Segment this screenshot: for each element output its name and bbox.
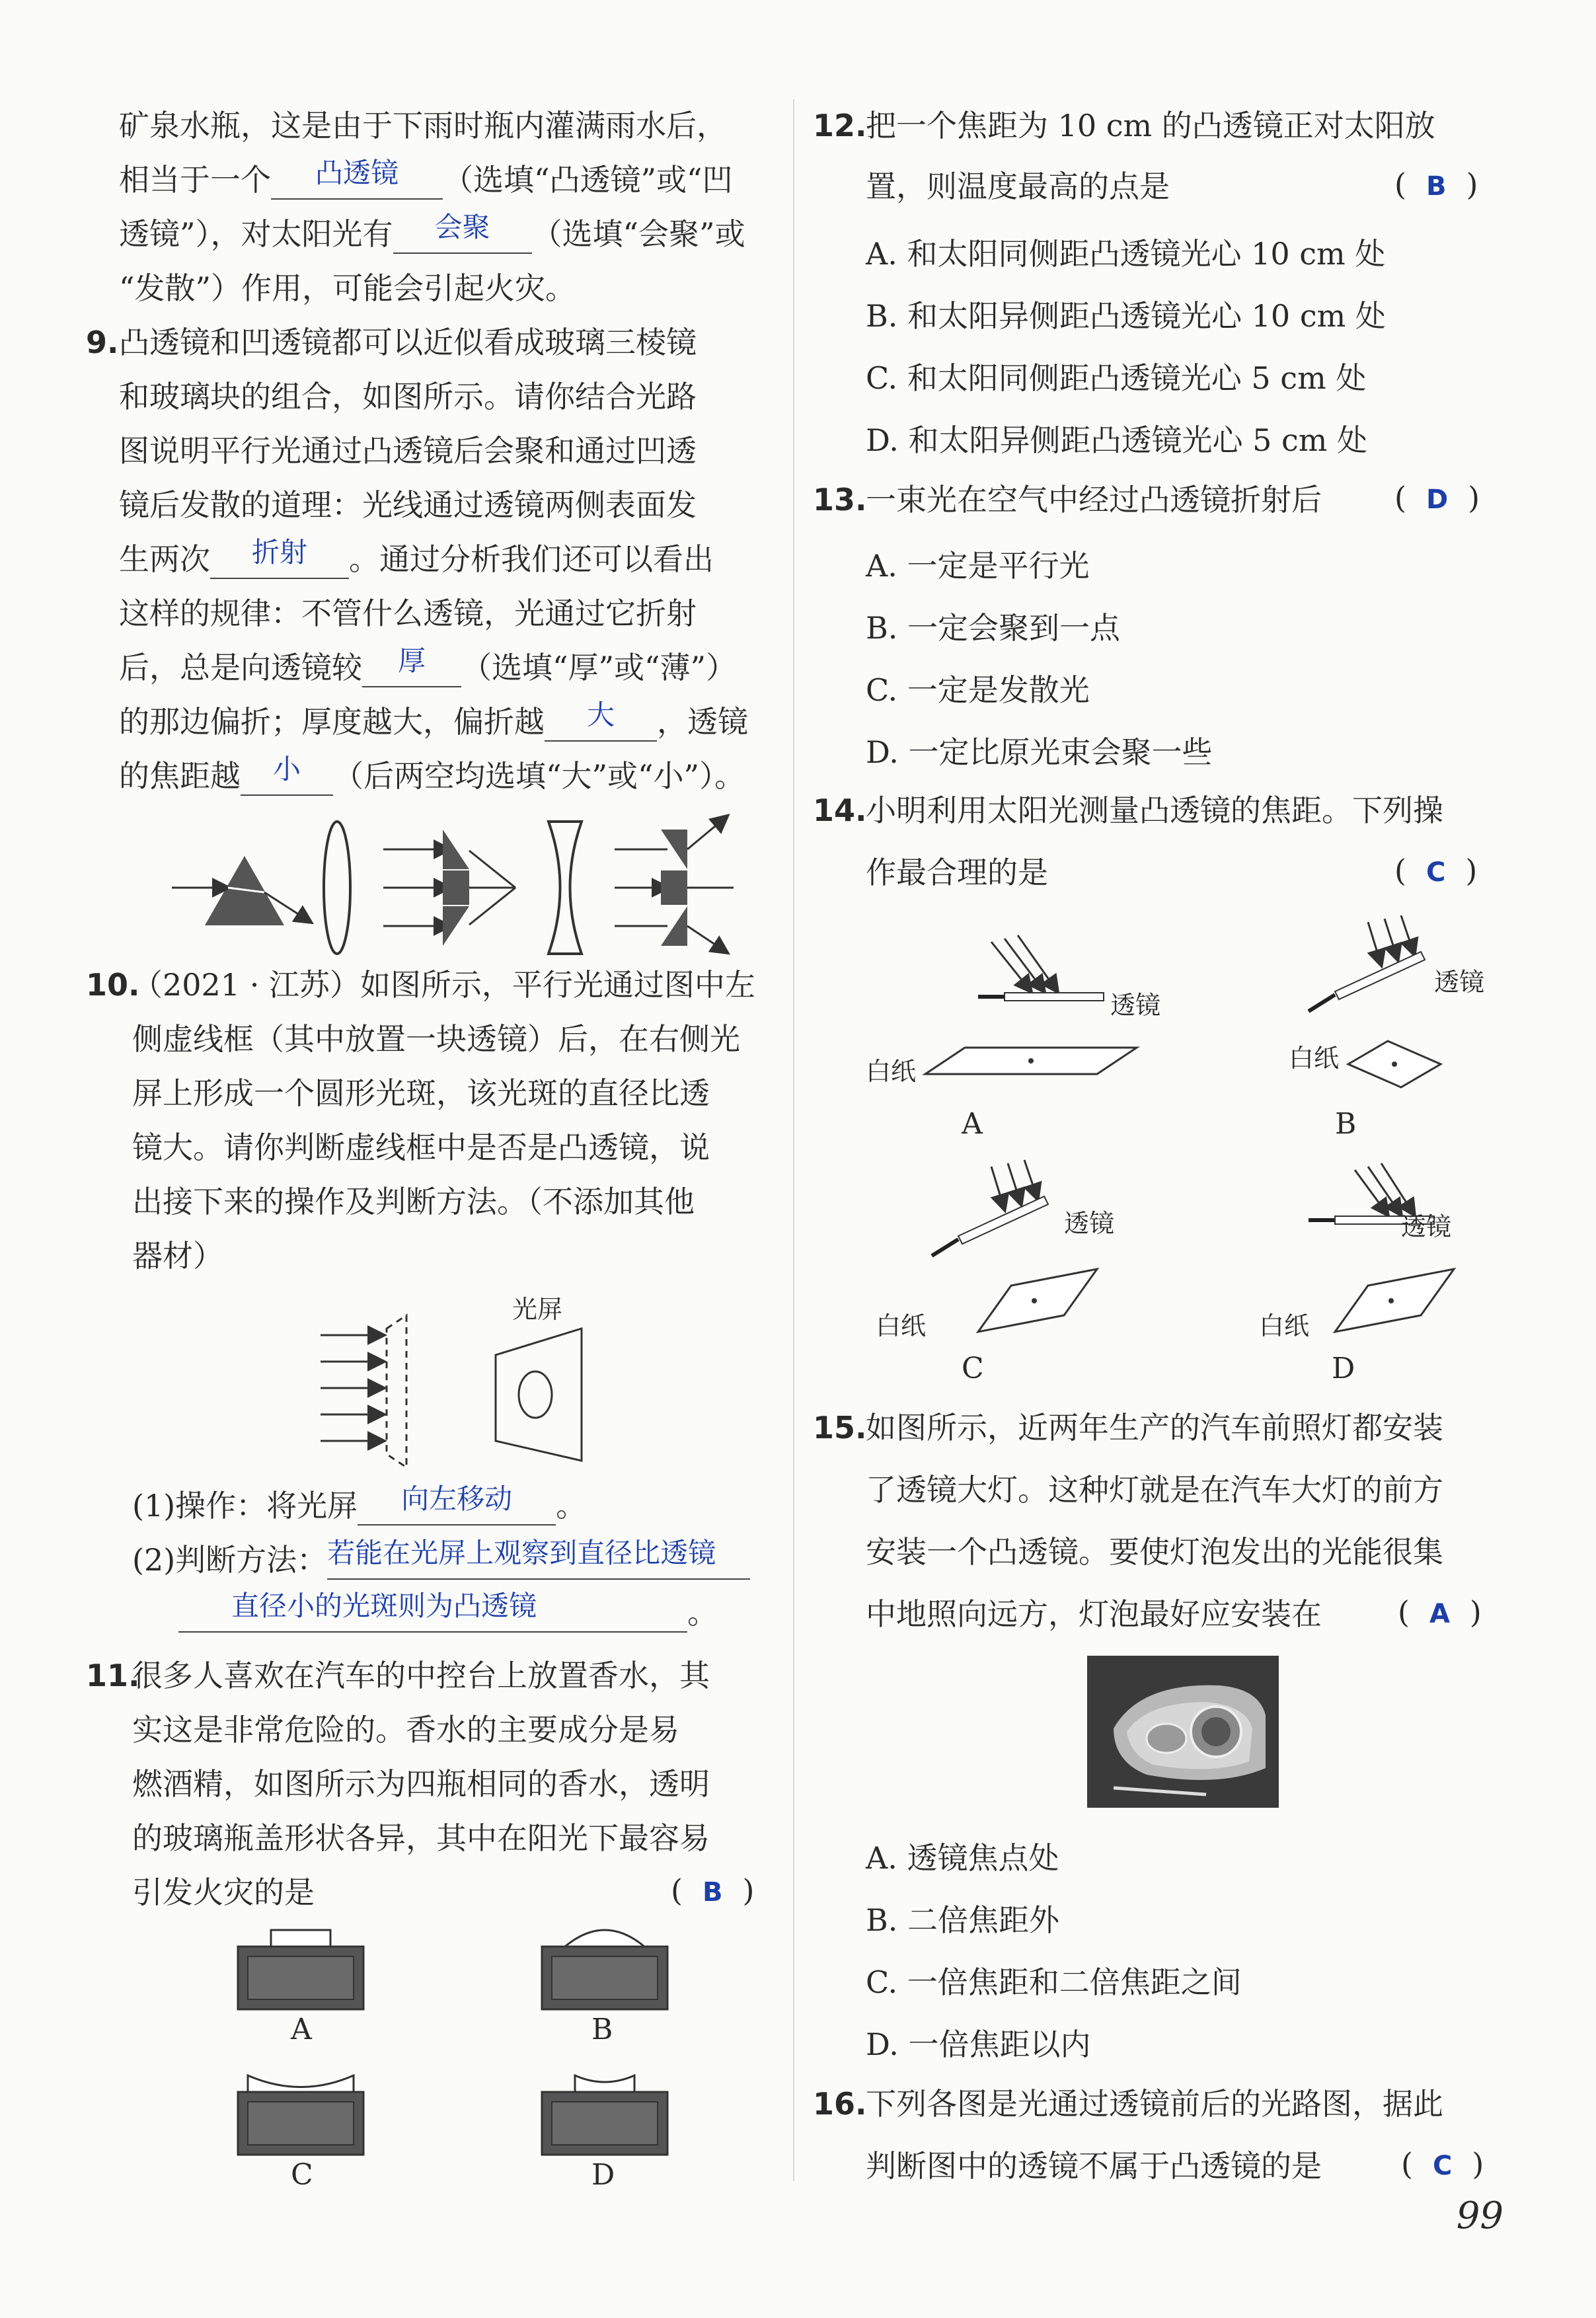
q14-figure-d <box>1282 1157 1507 1342</box>
q13-answer-bracket: ( D ) <box>1394 480 1480 516</box>
q10-line4: 镜大。请你判断虚线框中是否是凸透镜，说 <box>132 1130 710 1165</box>
q15-option-a[interactable]: A. 透镜焦点处 <box>866 1840 1059 1876</box>
q12-option-a[interactable]: A. 和太阳同侧距凸透镜光心 10 cm 处 <box>866 236 1386 272</box>
q13-answer: D <box>1425 484 1449 515</box>
q15-option-d[interactable]: D. 一倍焦距以内 <box>866 2027 1091 2062</box>
q8-text: 透镜”），对太阳光有 <box>119 216 393 252</box>
q12-option-b[interactable]: B. 和太阳异侧距凸透镜光心 10 cm 处 <box>866 298 1386 334</box>
q9-answer-3: 大 <box>586 699 615 731</box>
q12-line1: 把一个焦距为 10 cm 的凸透镜正对太阳放 <box>866 108 1435 143</box>
q14-a-lens-label: 透镜 <box>1110 991 1161 1020</box>
column-divider <box>793 99 794 2181</box>
q13-option-c[interactable]: C. 一定是发散光 <box>866 672 1090 708</box>
q15-line4: 中地照向远方，灯泡最好应安装在 <box>866 1596 1322 1632</box>
q9-line9 <box>119 753 745 796</box>
q15-line2: 了透镜大灯。这种灯就是在汽车大灯的前方 <box>866 1472 1443 1508</box>
page-number: 99 <box>1456 2194 1503 2237</box>
q11-answer: B <box>702 1877 723 1908</box>
q14-d-lens-label: 透镜 <box>1401 1212 1452 1241</box>
q8-line2 <box>119 157 733 200</box>
q8-answer-1: 凸透镜 <box>315 157 399 189</box>
q14-figure-c <box>912 1157 1143 1342</box>
q9-text: 生两次 <box>119 541 210 577</box>
q14-line2: 作最合理的是 <box>866 855 1048 890</box>
q11-line2: 实这是非常危险的。香水的主要成分是易 <box>132 1712 679 1748</box>
q14-c-paper-label: 白纸 <box>876 1311 927 1340</box>
q10-line1: （2021 · 江苏）如图所示，平行光通过图中左 <box>132 967 755 1003</box>
q14-a-paper-label: 白纸 <box>866 1057 917 1086</box>
q9-blank-3[interactable] <box>545 699 657 742</box>
q9-text: 后，总是向透镜较 <box>119 650 362 685</box>
q9-text: ，透镜 <box>657 704 748 740</box>
q13-option-d[interactable]: D. 一定比原光束会聚一些 <box>866 734 1213 770</box>
q12-option-c[interactable]: C. 和太阳同侧距凸透镜光心 5 cm 处 <box>866 360 1367 396</box>
q9-number: 9. <box>86 325 119 360</box>
q9-blank-1[interactable] <box>210 536 349 579</box>
q14-label-d: D <box>1332 1352 1355 1385</box>
q15-answer-bracket: ( A ) <box>1398 1594 1482 1630</box>
q15-answer: A <box>1429 1599 1450 1629</box>
q10-op-label: (1)操作：将光屏 <box>132 1488 358 1524</box>
q14-b-paper-label: 白纸 <box>1289 1044 1340 1073</box>
q13-option-a[interactable]: A. 一定是平行光 <box>866 548 1090 584</box>
q8-blank-2[interactable] <box>393 211 532 254</box>
q13-number: 13. <box>813 482 867 518</box>
q9-blank-2[interactable] <box>362 644 461 687</box>
q14-label-a: A <box>962 1107 983 1141</box>
q9-line6: 这样的规律：不管什么透镜，光通过它折射 <box>119 596 697 631</box>
q10-judge-line2 <box>178 1590 718 1633</box>
q11-answer-bracket: ( B ) <box>671 1873 755 1908</box>
q8-text: （选填“会聚”或 <box>531 216 745 252</box>
q14-label-c: C <box>962 1352 984 1385</box>
q10-op-blank[interactable] <box>358 1483 556 1526</box>
q9-text: （后两空均选填“大”或“小”）。 <box>333 758 745 794</box>
q10-judge-end: 。 <box>687 1595 718 1631</box>
q10-number: 10. <box>86 967 140 1003</box>
q15-number: 15. <box>813 1410 867 1446</box>
bottle-d <box>535 2072 674 2158</box>
q8-line4: “发散”）作用，可能会引起火灾。 <box>119 270 576 306</box>
q13-line1: 一束光在空气中经过凸透镜折射后 <box>866 482 1322 518</box>
q14-d-paper-label: 白纸 <box>1259 1311 1310 1340</box>
q15-line3: 安装一个凸透镜。要使灯泡发出的光能很集 <box>866 1534 1443 1570</box>
q14-b-lens-label: 透镜 <box>1434 968 1485 997</box>
screen-label: 光屏 <box>512 1295 563 1324</box>
q10-line3: 屏上形成一个圆形光斑，该光斑的直径比透 <box>132 1075 710 1111</box>
q16-line2: 判断图中的透镜不属于凸透镜的是 <box>866 2148 1322 2184</box>
q10-line5: 出接下来的操作及判断方法。（不添加其他 <box>132 1184 695 1219</box>
q15-option-b[interactable]: B. 二倍焦距外 <box>866 1902 1060 1938</box>
q10-judge-blank-1[interactable] <box>327 1537 750 1580</box>
q12-number: 12. <box>813 108 867 143</box>
light-spot <box>519 1371 552 1418</box>
q12-answer-bracket: ( B ) <box>1394 167 1478 202</box>
bottle-c <box>231 2072 370 2158</box>
q14-number: 14. <box>813 792 867 828</box>
q8-text: 相当于一个 <box>119 162 271 198</box>
q10-operation <box>132 1483 587 1526</box>
q13-option-b[interactable]: B. 一定会聚到一点 <box>866 610 1121 646</box>
q10-line2: 侧虚线框（其中放置一块透镜）后，在右侧光 <box>132 1021 740 1057</box>
q10-judge-label: (2)判断方法： <box>132 1542 328 1578</box>
q12-line2: 置，则温度最高的点是 <box>866 169 1170 204</box>
q9-text: 的那边偏折；厚度越大，偏折越 <box>119 704 545 740</box>
q11-line5: 引发火灾的是 <box>132 1874 315 1910</box>
headlight-photo <box>1087 1656 1279 1808</box>
q12-answer: B <box>1425 171 1447 202</box>
q11-line1: 很多人喜欢在汽车的中控台上放置香水，其 <box>132 1658 710 1693</box>
q16-answer: C <box>1432 2151 1453 2181</box>
q9-text: （选填“厚”或“薄”） <box>461 650 737 685</box>
bottle-label-c: C <box>291 2158 313 2192</box>
q9-line7 <box>119 644 737 687</box>
q15-line1: 如图所示，近两年生产的汽车前照灯都安装 <box>866 1410 1443 1446</box>
concave-lens-shape <box>549 822 582 954</box>
q9-line5 <box>119 536 714 579</box>
q10-line6: 器材） <box>132 1238 223 1274</box>
q16-line1: 下列各图是光通过透镜前后的光路图，据此 <box>866 2086 1443 2122</box>
bottle-b <box>535 1920 674 2013</box>
q10-screen-diagram <box>317 1289 608 1481</box>
q9-line8 <box>119 699 748 742</box>
q8-line1: 矿泉水瓶，这是由于下雨时瓶内灌满雨水后， <box>119 108 727 143</box>
q8-text: （选填“凸透镜”或“凹 <box>443 162 733 198</box>
q9-blank-4[interactable] <box>241 753 333 796</box>
q14-answer-bracket: ( C ) <box>1394 853 1478 888</box>
q9-lens-diagram <box>159 810 740 955</box>
bottle-label-a: A <box>291 2013 312 2046</box>
q9-answer-4: 小 <box>272 753 301 785</box>
q10-judge-answer-2: 直径小的光斑则为凸透镜 <box>231 1590 537 1622</box>
q10-op-end: 。 <box>556 1488 587 1524</box>
q9-answer-2: 厚 <box>397 644 426 677</box>
q14-answer: C <box>1425 857 1446 888</box>
q14-c-lens-label: 透镜 <box>1064 1209 1115 1238</box>
q14-label-b: B <box>1335 1107 1357 1141</box>
q10-op-answer: 向左移动 <box>401 1483 513 1515</box>
q9-text: 的焦距越 <box>119 758 241 794</box>
q15-option-c[interactable]: C. 一倍焦距和二倍焦距之间 <box>866 1964 1242 2000</box>
q9-line4: 镜后发散的道理：光线通过透镜两侧表面发 <box>119 487 697 523</box>
q8-blank-1[interactable] <box>271 157 443 200</box>
q9-line2: 和玻璃块的组合，如图所示。请你结合光路 <box>119 379 697 414</box>
q8-answer-2: 会聚 <box>434 211 490 243</box>
q9-answer-1: 折射 <box>251 536 307 568</box>
q14-line1: 小明利用太阳光测量凸透镜的焦距。下列操 <box>866 792 1443 828</box>
dashed-lens-box <box>387 1315 406 1467</box>
q9-line3: 图说明平行光通过凸透镜后会聚和通过凹透 <box>119 433 697 469</box>
q11-line3: 燃酒精，如图所示为四瓶相同的香水，透明 <box>132 1766 710 1802</box>
bottle-label-b: B <box>591 2013 613 2046</box>
q9-text: 。通过分析我们还可以看出 <box>349 541 714 577</box>
q9-line1: 凸透镜和凹透镜都可以近似看成玻璃三棱镜 <box>119 325 697 360</box>
q11-line4: 的玻璃瓶盖形状各异，其中在阳光下最容易 <box>132 1820 710 1856</box>
q8-line3 <box>119 211 745 254</box>
q12-option-d[interactable]: D. 和太阳异侧距凸透镜光心 5 cm 处 <box>866 422 1367 458</box>
bottle-label-d: D <box>591 2158 615 2192</box>
bottle-a <box>231 1927 370 2013</box>
q11-number: 11. <box>86 1658 140 1693</box>
convex-lens-shape <box>324 822 350 954</box>
q10-judge-line1 <box>132 1537 750 1580</box>
q16-answer-bracket: ( C ) <box>1401 2146 1484 2182</box>
q10-judge-blank-2[interactable] <box>178 1590 687 1633</box>
q10-judge-answer-1: 若能在光屏上观察到直径比透镜 <box>327 1537 716 1569</box>
light-screen <box>496 1329 582 1461</box>
q16-number: 16. <box>813 2086 867 2122</box>
